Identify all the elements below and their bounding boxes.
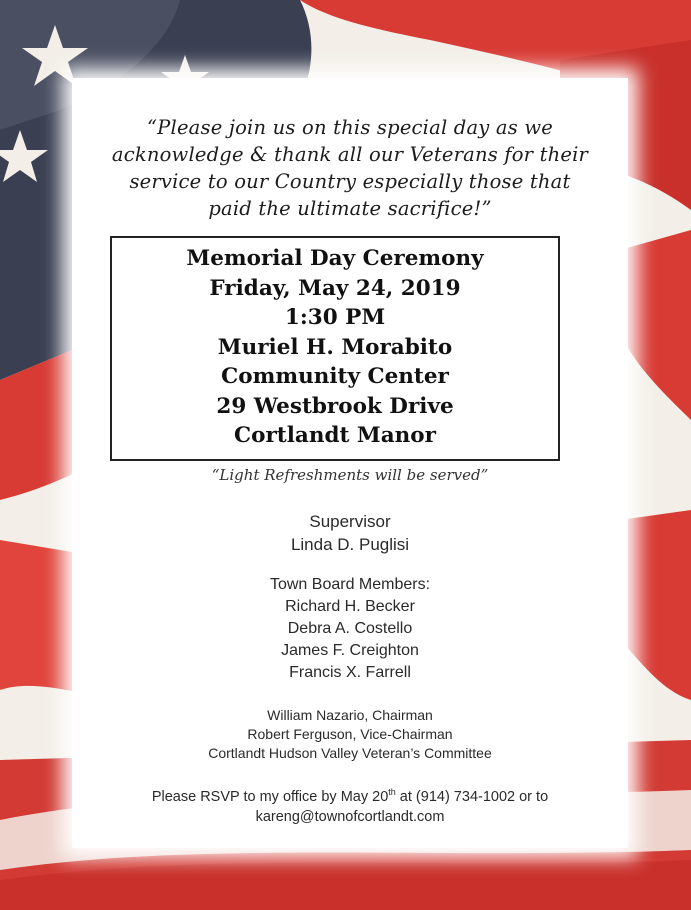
supervisor-section (72, 510, 628, 556)
refreshments-note: “Light Refreshments will be served” (211, 466, 489, 484)
rsvp-email[interactable]: kareng@townofcortlandt.com (255, 808, 445, 825)
veterans-committee-section (72, 706, 628, 763)
supervisor-name: Linda D. Puglisi (290, 535, 410, 554)
committee-line: Cortlandt Hudson Valley Veteran’s Committee (208, 745, 492, 761)
board-member: Richard H. Becker (285, 598, 415, 615)
event-date: Friday, May 24, 2019 (209, 275, 461, 301)
board-member: Debra A. Costello (287, 620, 413, 637)
event-venue-line2: Community Center (221, 364, 449, 389)
event-address: 29 Westbrook Drive (216, 393, 454, 419)
quote-line: “Please join us on this special day as we (147, 116, 553, 139)
event-town: Cortlandt Manor (234, 423, 436, 448)
rsvp-section (72, 782, 628, 827)
rsvp-text-after: at (914) 734-1002 or to (395, 788, 549, 805)
event-venue-line1: Muriel H. Morabito (217, 334, 453, 360)
board-member: James F. Creighton (281, 642, 419, 659)
quote-line: service to our Country especially those that (129, 170, 571, 193)
event-details-box (110, 236, 560, 461)
town-board-section (72, 574, 628, 684)
committee-line: William Nazario, Chairman (267, 707, 433, 723)
invitation-quote (72, 114, 628, 222)
event-title: Memorial Day Ceremony (186, 246, 484, 271)
invitation-card (72, 78, 628, 848)
rsvp-date-suffix: th (388, 787, 396, 797)
supervisor-title: Supervisor (309, 512, 391, 531)
event-time: 1:30 PM (284, 305, 386, 330)
quote-line: paid the ultimate sacrifice!” (208, 197, 492, 220)
quote-line: acknowledge & thank all our Veterans for their (111, 143, 589, 166)
rsvp-text-before: Please RSVP to my office by May 20 (151, 788, 389, 805)
board-title: Town Board Members: (269, 576, 431, 593)
board-member: Francis X. Farrell (289, 664, 411, 681)
rsvp-line (72, 782, 628, 807)
committee-line: Robert Ferguson, Vice-Chairman (247, 726, 453, 742)
